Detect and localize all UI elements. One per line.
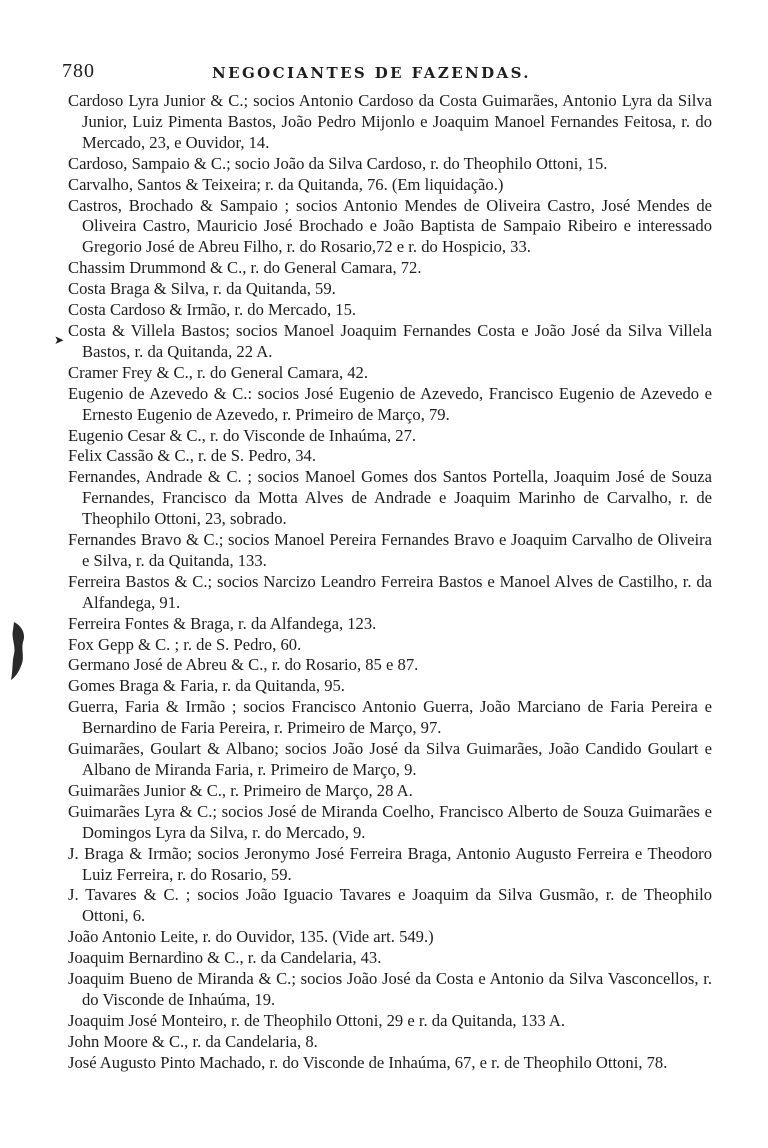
- directory-entry: Eugenio de Azevedo & C.: socios José Eugenio de Azevedo, Francisco Eugenio de Azevedo e Ernesto Eugenio de Azevedo, r. Primeiro de Março, 79.: [68, 383, 712, 424]
- directory-entry: Castros, Brochado & Sampaio ; socios Antonio Mendes de Oliveira Castro, José Mendes de Oliveira Castro, Mauricio José Brochado e João Baptista de Sampaio Ribeiro e interessado Gregorio José de Abreu Filho, r. do Rosario,72 e r. do Hospicio, 33.: [68, 195, 712, 257]
- running-head: NEGOCIANTES DE FAZENDAS.: [212, 64, 531, 82]
- directory-entry: Fox Gepp & C. ; r. de S. Pedro, 60.: [68, 634, 302, 654]
- directory-entry: Guerra, Faria & Irmão ; socios Francisco Antonio Guerra, João Marciano de Faria Pereira e Bernardino de Faria Pereira, r. Primeiro de Março, 97.: [68, 697, 712, 738]
- margin-ink-smudge: [8, 620, 30, 682]
- directory-entry: Guimarães Junior & C., r. Primeiro de Março, 28 A.: [68, 780, 413, 800]
- directory-entry: Guimarães Lyra & C.; socios José de Miranda Coelho, Francisco Alberto de Souza Guimarães e Domingos Lyra da Silva, r. do Mercado, 9.: [68, 801, 712, 842]
- directory-entry: Eugenio Cesar & C., r. do Visconde de Inhaúma, 27.: [68, 425, 417, 445]
- directory-entry: Germano José de Abreu & C., r. do Rosario, 85 e 87.: [68, 655, 419, 675]
- directory-entry: Cardoso, Sampaio & C.; socio João da Silva Cardoso, r. do Theophilo Ottoni, 15.: [68, 153, 608, 173]
- directory-entry: Fernandes Bravo & C.; socios Manoel Pereira Fernandes Bravo e Joaquim Carvalho de Oliveira e Silva, r. da Quitanda, 133.: [68, 530, 712, 570]
- directory-entry: Guimarães, Goulart & Albano; socios João José da Silva Guimarães, João Candido Goulart e Albano de Miranda Faria, r. Primeiro de Março, 9.: [68, 739, 712, 779]
- directory-entry: Joaquim Bueno de Miranda & C.; socios João José da Costa e Antonio da Silva Vasconcellos, r. do Visconde de Inhaúma, 19.: [68, 969, 712, 1009]
- page-header: [62, 58, 712, 88]
- directory-entry: Chassim Drummond & C., r. do General Camara, 72.: [68, 258, 422, 278]
- directory-entry: Carvalho, Santos & Teixeira; r. da Quitanda, 76. (Em liquidação.): [68, 174, 504, 194]
- directory-entry: Cardoso Lyra Junior & C.; socios Antonio Cardoso da Costa Guimarães, Antonio Lyra da Silva Junior, Luiz Pimenta Bastos, João Pedro Mijonlo e Joaquim Manoel Fernandes Feitosa, r. do Mercado, 23, e Ouvidor, 14.: [68, 91, 712, 152]
- directory-entry: João Antonio Leite, r. do Ouvidor, 135. (Vide art. 549.): [68, 927, 434, 947]
- directory-entry: Ferreira Bastos & C.; socios Narcizo Leandro Ferreira Bastos e Manoel Alves de Castilho, r. da Alfandega, 91.: [68, 571, 712, 612]
- directory-entry: John Moore & C., r. da Candelaria, 8.: [68, 1031, 318, 1051]
- directory-entry: Costa Braga & Silva, r. da Quitanda, 59.: [68, 279, 336, 299]
- directory-entry: J. Tavares & C. ; socios João Iguacio Tavares e Joaquim da Silva Gusmão, r. de Theophilo Ottoni, 6.: [68, 885, 712, 926]
- directory-entry: Joaquim Bernardino & C., r. da Candelaria, 43.: [68, 948, 382, 968]
- directory-entry: Cramer Frey & C., r. do General Camara, 42.: [68, 362, 368, 382]
- page-number: 780: [62, 60, 95, 82]
- directory-entry: Joaquim José Monteiro, r. de Theophilo Ottoni, 29 e r. da Quitanda, 133 A.: [68, 1010, 565, 1030]
- directory-entry: Costa Cardoso & Irmão, r. do Mercado, 15.: [68, 300, 357, 320]
- directory-entry: Fernandes, Andrade & C. ; socios Manoel Gomes dos Santos Portella, Joaquim José de Souza Fernandes, Francisco da Motta Alves de Andrade e Joaquim Marinho de Carvalho, r. de Theophilo Ottoni, 23, sobrado.: [68, 467, 712, 529]
- entries-list: [64, 91, 712, 1074]
- directory-entry: J. Braga & Irmão; socios Jeronymo José Ferreira Braga, Antonio Augusto Ferreira e Theodoro Luiz Ferreira, r. do Rosario, 59.: [68, 843, 712, 884]
- directory-entry: Costa & Villela Bastos; socios Manoel Joaquim Fernandes Costa e João José da Silva Villela Bastos, r. da Quitanda, 22 A.: [68, 320, 712, 361]
- directory-entry: José Augusto Pinto Machado, r. do Visconde de Inhaúma, 67, e r. de Theophilo Ottoni, 78.: [68, 1052, 668, 1072]
- directory-entry: Gomes Braga & Faria, r. da Quitanda, 95.: [68, 676, 345, 696]
- directory-entry: Felix Cassão & C., r. de S. Pedro, 34.: [68, 446, 316, 466]
- directory-entry: Ferreira Fontes & Braga, r. da Alfandega, 123.: [68, 613, 377, 633]
- arrow-marker-icon: ➤: [54, 333, 65, 347]
